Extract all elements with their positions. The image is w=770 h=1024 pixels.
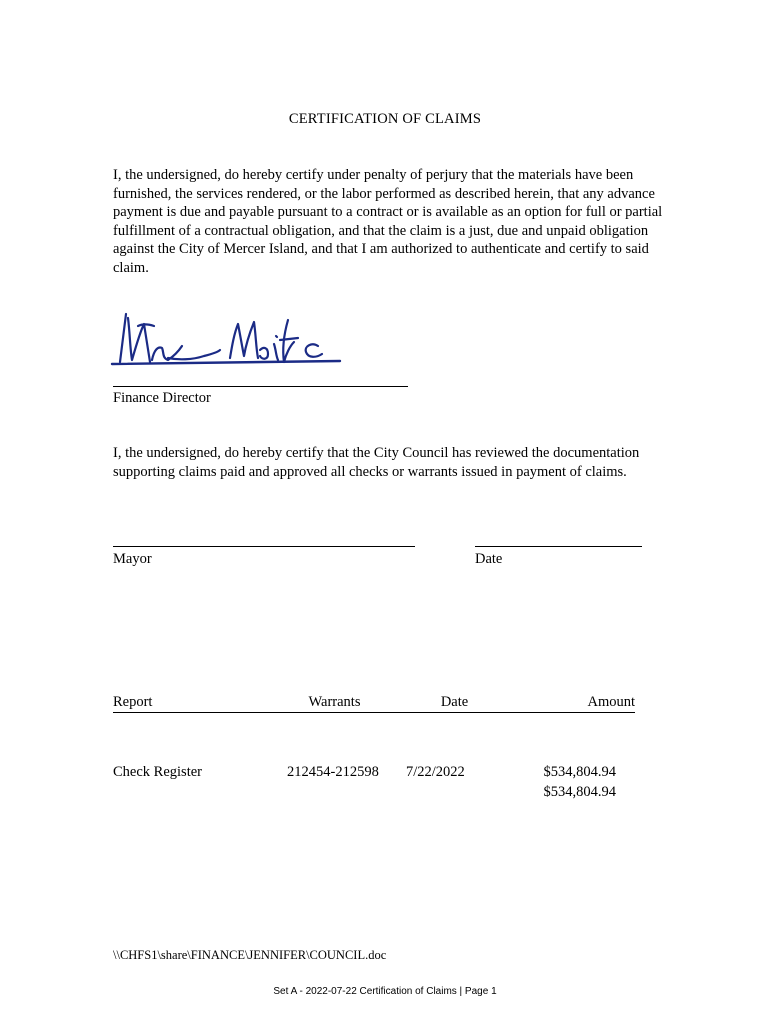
page-footer: Set A - 2022-07-22 Certification of Claims | Page 1 <box>273 986 497 997</box>
table-header-warrants: Warrants <box>273 694 396 713</box>
finance-director-signature <box>108 306 348 370</box>
finance-director-signature-line <box>113 386 408 387</box>
file-path: \\CHFS1\share\FINANCE\JENNIFER\COUNCIL.doc <box>113 948 387 962</box>
table-cell-report: Check Register <box>113 764 202 780</box>
mayor-label: Mayor <box>113 551 152 567</box>
table-total-amount: $534,804.94 <box>543 784 616 800</box>
table-cell-date: 7/22/2022 <box>406 764 465 780</box>
certification-paragraph: I, the undersigned, do hereby certify under penalty of perjury that the materials have been furnished, the services rendered, or the labor performed as described herein, that any advance payment is due and payable pursuant to a contract or is available as an option for full or partial fulfillment of a contractual obligation, and that the claim is a just, due and unpaid obligation against the City of Mercer Island, and that I am authorized to authenticate and certify to said claim. <box>113 167 663 276</box>
mayor-signature-line <box>113 546 415 547</box>
document-title: CERTIFICATION OF CLAIMS <box>288 111 482 127</box>
table-header-amount: Amount <box>513 694 635 713</box>
table-header-report: Report <box>113 694 273 713</box>
date-signature-line <box>475 546 642 547</box>
date-label: Date <box>475 551 503 567</box>
table-cell-amount: $534,804.94 <box>543 764 616 780</box>
finance-director-label: Finance Director <box>113 390 211 406</box>
council-certification-paragraph: I, the undersigned, do hereby certify that the City Council has reviewed the documentation supporting claims paid and approved all checks or warrants issued in payment of claims. <box>113 445 640 480</box>
table-cell-warrants: 212454-212598 <box>287 764 379 780</box>
table-header-date: Date <box>396 694 513 713</box>
